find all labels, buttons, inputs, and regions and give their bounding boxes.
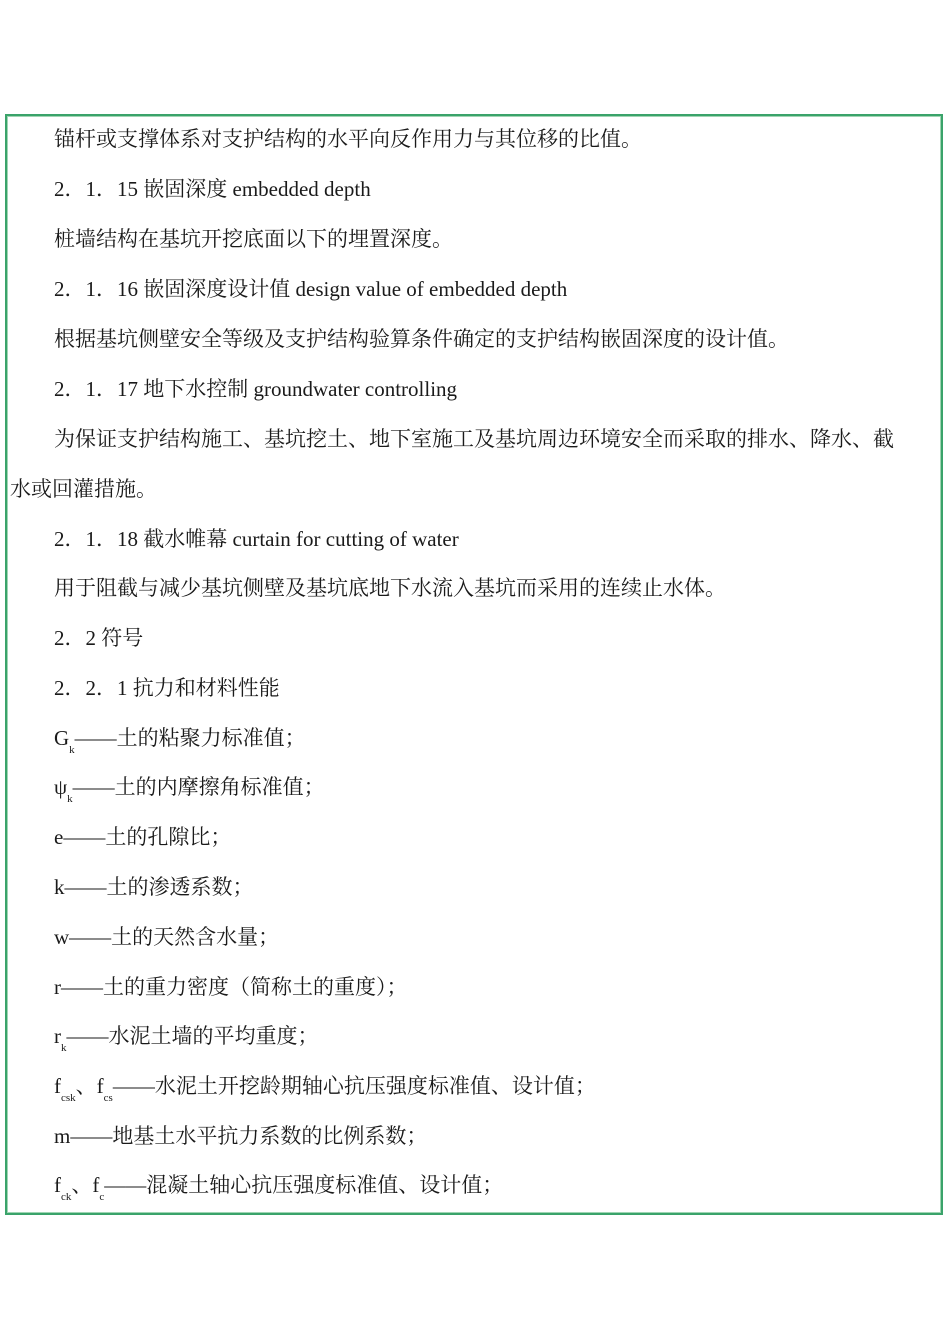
symbol-description: ——土的孔隙比； (63, 825, 232, 849)
symbol-line (54, 975, 408, 999)
symbol-description: ——水泥土开挖龄期轴心抗压强度标准值、设计值； (112, 1074, 596, 1098)
symbol-subscript: c (99, 1191, 105, 1203)
symbol-line (54, 1124, 427, 1148)
symbol-line (54, 1074, 596, 1104)
symbol: f (54, 1074, 61, 1098)
symbol-line (54, 875, 254, 899)
text-line: 水或回灌措施。 (10, 477, 157, 501)
symbol: r (54, 975, 61, 999)
text-line: 桩墙结构在基坑开挖底面以下的埋置深度。 (54, 227, 453, 251)
text-line: 为保证支护结构施工、基坑挖土、地下室施工及基坑周边环境安全而采取的排水、降水、截 (54, 427, 894, 451)
section-heading: 2．1．15 嵌固深度 embedded depth (54, 177, 371, 201)
symbol: ψ (54, 775, 68, 799)
symbol-line (54, 726, 306, 756)
section-heading: 2．1．16 嵌固深度设计值 design value of embedded depth (54, 277, 568, 301)
symbol-line (54, 925, 279, 949)
symbol-subscript: csk (61, 1092, 76, 1104)
symbol-line (54, 775, 325, 805)
symbol-description: ——混凝土轴心抗压强度标准值、设计值； (104, 1173, 504, 1197)
symbol-description: ——水泥土墙的平均重度； (66, 1024, 319, 1048)
symbol-line (54, 1024, 319, 1054)
symbol: f (96, 1074, 104, 1098)
symbol-line (54, 1173, 504, 1203)
symbol: f (54, 1173, 61, 1197)
symbol-separator: 、 (75, 1074, 97, 1098)
section-heading: 2．2 符号 (54, 626, 144, 650)
symbol-subscript: k (61, 1042, 67, 1054)
symbol-subscript: ck (61, 1191, 72, 1203)
section-heading: 2．1．18 截水帷幕 curtain for cutting of water (54, 527, 459, 551)
symbol: m (54, 1124, 71, 1148)
symbol-description: ——土的内摩擦角标准值； (72, 775, 325, 799)
text-line: 根据基坑侧壁安全等级及支护结构验算条件确定的支护结构嵌固深度的设计值。 (54, 327, 789, 351)
symbol: r (54, 1024, 61, 1048)
symbol: k (54, 875, 65, 899)
symbol-line (54, 825, 231, 849)
symbol: G (54, 726, 70, 750)
symbol-description: ——地基土水平抗力系数的比例系数； (70, 1124, 428, 1148)
symbol-subscript: cs (103, 1092, 113, 1104)
text-line: 锚杆或支撑体系对支护结构的水平向反作用力与其位移的比值。 (54, 127, 642, 151)
symbol: w (54, 925, 70, 949)
symbol-separator: 、 (71, 1173, 93, 1197)
section-heading: 2．2．1 抗力和材料性能 (54, 676, 280, 700)
symbol-description: ——土的粘聚力标准值； (74, 726, 306, 750)
text-line: 用于阻截与减少基坑侧壁及基坑底地下水流入基坑而采用的连续止水体。 (54, 576, 726, 600)
symbol-description: ——土的天然含水量； (69, 925, 280, 949)
symbol-description: ——土的重力密度（简称土的重度）； (61, 975, 408, 999)
symbol-subscript: k (67, 793, 73, 805)
symbol-description: ——土的渗透系数； (64, 875, 254, 899)
symbol-subscript: k (69, 744, 75, 756)
symbol: f (92, 1173, 100, 1197)
section-heading: 2．1．17 地下水控制 groundwater controlling (54, 377, 458, 401)
symbol: e (54, 825, 64, 849)
